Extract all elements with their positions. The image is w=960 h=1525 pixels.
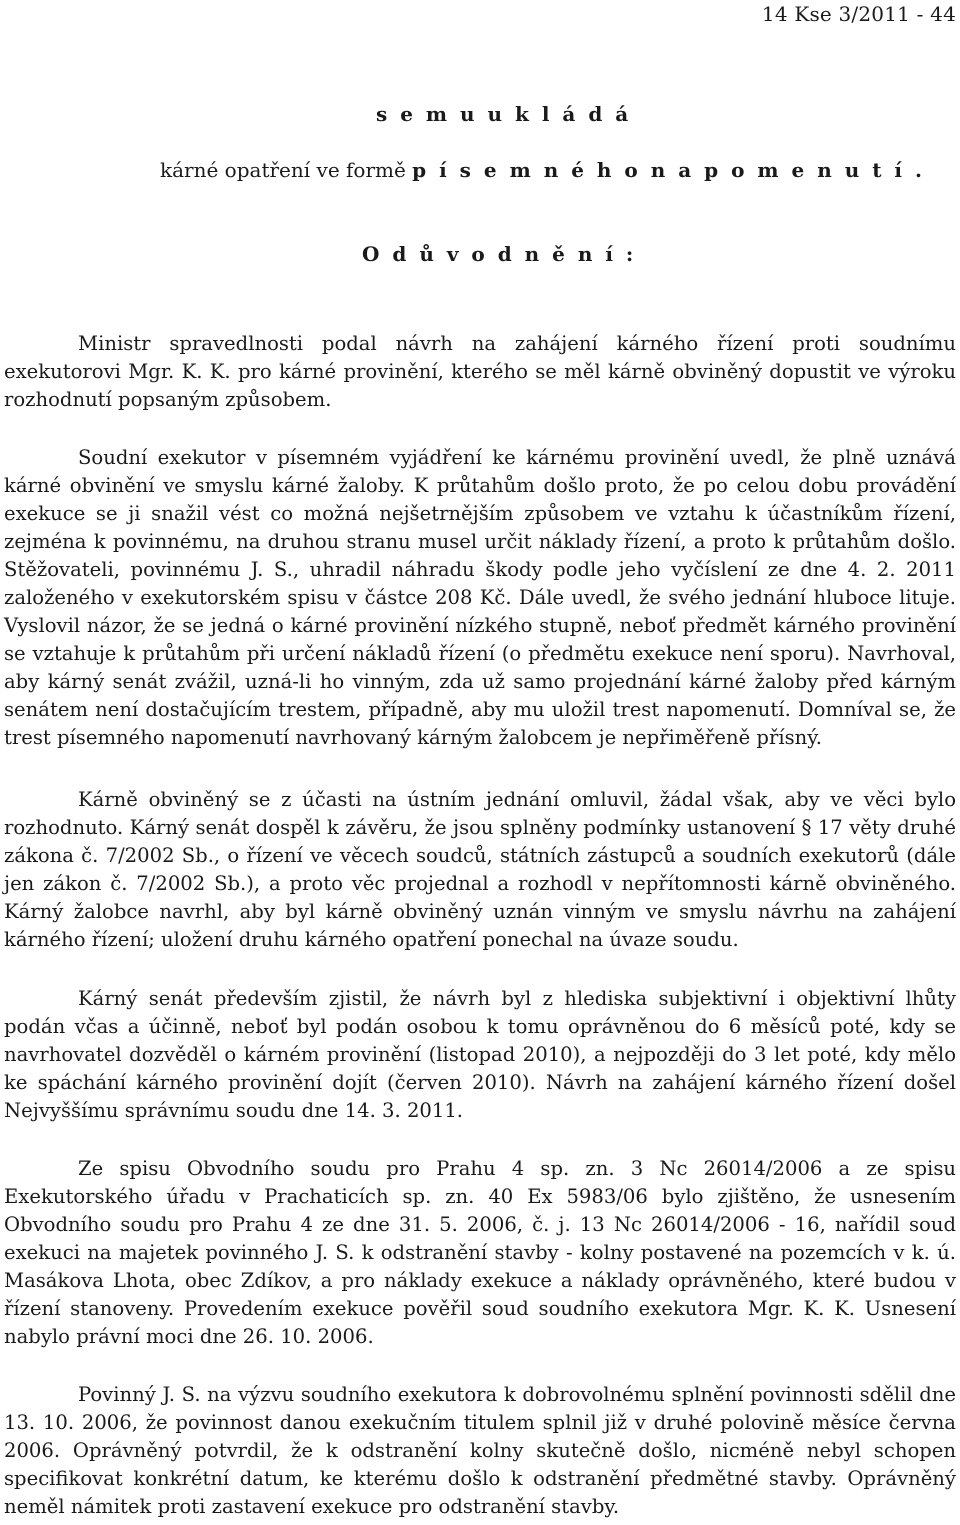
paragraph-executor-statement: Soudní exekutor v písemném vyjádření ke kárnému provinění uvedl, že plně uznává kárné obvinění ve smyslu kárné žaloby. K průtahům došlo proto, že po celou dobu provádění exekuce se ji snažil vést co možná nejšetrnějším způsobem ve vztahu k účastníkům řízení, zejména k povinnému, na druhou stranu musel určit náklady řízení, a proto k průtahům došlo. Stěžovateli, povinnému J. S., uhradil náhradu škody podle jeho vyčíslení ze dne 4. 2. 2011 založeného v exekutorském spisu v částce 208 Kč. Dále uvedl, že svého jednání hluboce lituje. Vyslovil názor, že se jedná o kárné provinění nízkého stupně, neboť předmět kárného provinění se vztahuje k průtahům při určení nákladů řízení (o předmětu exekuce není sporu). Navrhoval, aby kárný senát zvážil, uzná-li ho vinným, zda už samo projednání kárné žaloby před kárným senátem není dostačujícím trestem, případně, aby mu uložil trest napomenutí. Domníval se, že trest písemného napomenutí navrhovaný kárným žalobcem je nepřiměřeně přísný. <box>4 446 956 749</box>
decision-imposed-heading: s e m u u k l á d á <box>376 102 629 126</box>
paragraph-motion: Ministr spravedlnosti podal návrh na zahájení kárného řízení proti soudnímu exekutorovi Mgr. K. K. pro kárné provinění, kterého se měl kárně obviněný dopustit ve výroku rozhodnutí popsaným způsobem. <box>4 332 956 411</box>
reasoning-heading: O d ů v o d n ě n í : <box>362 242 634 266</box>
case-reference: 14 Kse 3/2011 - 44 <box>761 2 956 26</box>
measure-type: p í s e m n é h o n a p o m e n u t í . <box>412 158 922 182</box>
paragraph-court-file: Ze spisu Obvodního soudu pro Prahu 4 sp. zn. 3 Nc 26014/2006 a ze spisu Exekutorského úřadu v Prachaticích sp. zn. 40 Ex 5983/06 bylo zjištěno, že usnesením Obvodního soudu pro Prahu 4 ze dne 31. 5. 2006, č. j. 13 Nc 26014/2006 - 16, nařídil soud exekuci na majetek povinného J. S. k odstranění stavby - kolny postavené na pozemcích v k. ú. Masákova Lhota, obec Zdíkov, a pro náklady exekuce a náklady oprávněného, které budou v řízení stanoveny. Provedením exekuce pověřil soud soudního exekutora Mgr. K. K. Usnesení nabylo právní moci dne 26. 10. 2006. <box>4 1157 956 1348</box>
disciplinary-measure-line <box>160 158 922 182</box>
paragraph-timeliness: Kárný senát především zjistil, že návrh byl z hlediska subjektivní i objektivní lhůty podán včas a účinně, neboť byl podán osobou k tomu oprávněnou do 6 měsíců poté, kdy se navrhovatel dozvěděl o kárném provinění (listopad 2010), a nejpozději do 3 let poté, kdy mělo ke spáchání kárného provinění dojít (červen 2010). Návrh na zahájení kárného řízení došel Nejvyššímu správnímu soudu dne 14. 3. 2011. <box>4 987 956 1122</box>
paragraph-hearing: Kárně obviněný se z účasti na ústním jednání omluvil, žádal však, aby ve věci bylo rozhodnuto. Kárný senát dospěl k závěru, že jsou splněny podmínky ustanovení § 17 věty druhé zákona č. 7/2002 Sb., o řízení ve věcech soudců, státních zástupců a soudních exekutorů (dále jen zákon č. 7/2002 Sb.), a proto věc projednal a rozhodl v nepřítomnosti kárně obviněného. Kárný žalobce navrhl, aby byl kárně obviněný uznán vinným ve smyslu návrhu na zahájení kárného řízení; uložení druhu kárného opatření ponechal na úvaze soudu. <box>4 788 956 951</box>
paragraph-obligor-response: Povinný J. S. na výzvu soudního exekutora k dobrovolnému splnění povinnosti sdělil dne 13. 10. 2006, že povinnost danou exekučním titulem splnil již v druhé polovině měsíce června 2006. Oprávněný potvrdil, že k odstranění kolny skutečně došlo, nicméně nebyl schopen specifikovat konkrétní datum, ke kterému došlo k odstranění předmětné stavby. Oprávněný neměl námitek proti zastavení exekuce pro odstranění stavby. <box>4 1383 956 1518</box>
measure-prefix: kárné opatření ve formě <box>160 158 406 182</box>
